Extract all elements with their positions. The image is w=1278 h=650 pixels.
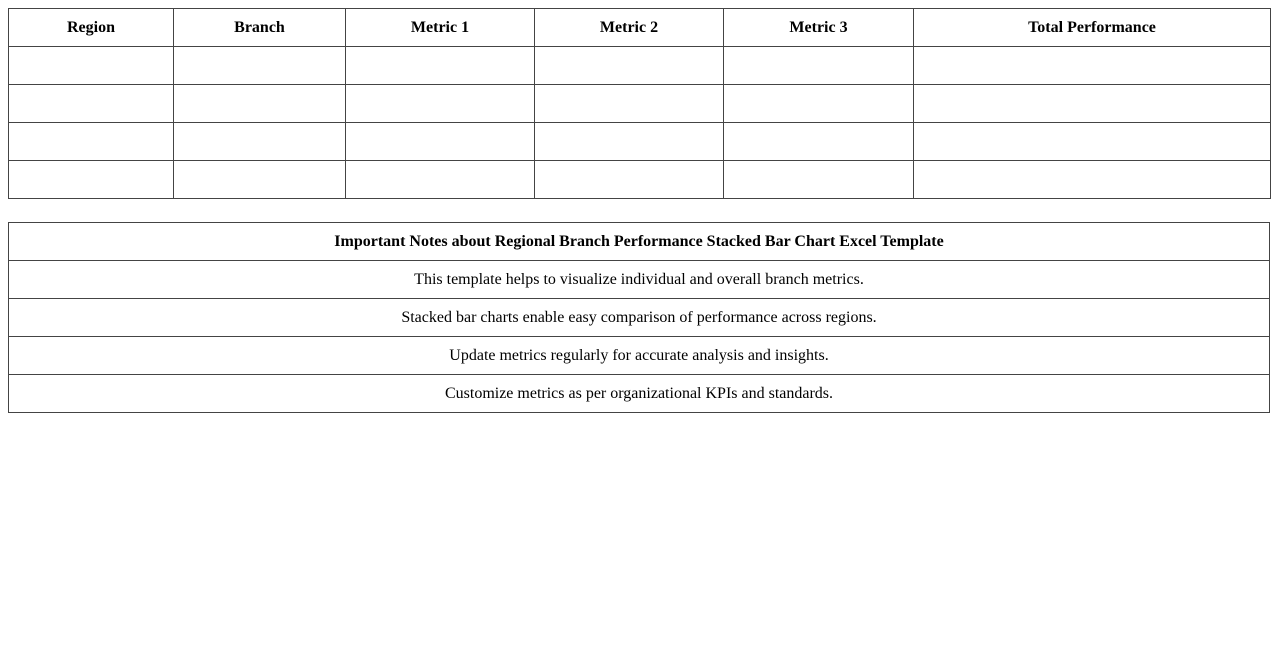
header-branch: Branch: [174, 9, 346, 47]
note-row: [9, 299, 1270, 337]
note-row: [9, 261, 1270, 299]
table-cell[interactable]: [914, 85, 1271, 123]
table-header-row: [9, 9, 1271, 47]
table-cell[interactable]: [914, 47, 1271, 85]
table-cell[interactable]: [724, 123, 914, 161]
table-cell[interactable]: [346, 161, 535, 199]
table-cell[interactable]: [724, 47, 914, 85]
table-cell[interactable]: [346, 47, 535, 85]
table-row: [9, 85, 1271, 123]
table-cell[interactable]: [9, 85, 174, 123]
table-cell[interactable]: [9, 47, 174, 85]
table-cell[interactable]: [535, 161, 724, 199]
table-cell[interactable]: [9, 161, 174, 199]
note-text: Stacked bar charts enable easy comparison of performance across regions.: [9, 299, 1270, 337]
table-cell[interactable]: [535, 123, 724, 161]
table-cell[interactable]: [914, 123, 1271, 161]
note-text: Update metrics regularly for accurate analysis and insights.: [9, 337, 1270, 375]
table-cell[interactable]: [9, 123, 174, 161]
table-cell[interactable]: [914, 161, 1271, 199]
table-cell[interactable]: [174, 123, 346, 161]
note-text: This template helps to visualize individual and overall branch metrics.: [9, 261, 1270, 299]
header-metric-2: Metric 2: [535, 9, 724, 47]
header-region: Region: [9, 9, 174, 47]
header-total-performance: Total Performance: [914, 9, 1271, 47]
note-row: [9, 375, 1270, 413]
table-cell[interactable]: [174, 47, 346, 85]
table-cell[interactable]: [535, 85, 724, 123]
header-metric-3: Metric 3: [724, 9, 914, 47]
table-cell[interactable]: [174, 161, 346, 199]
table-cell[interactable]: [174, 85, 346, 123]
table-cell[interactable]: [346, 85, 535, 123]
table-row: [9, 47, 1271, 85]
notes-table: [8, 222, 1270, 413]
note-row: [9, 337, 1270, 375]
performance-table: [8, 8, 1271, 199]
table-cell[interactable]: [346, 123, 535, 161]
table-row: [9, 161, 1271, 199]
note-text: Customize metrics as per organizational KPIs and standards.: [9, 375, 1270, 413]
header-metric-1: Metric 1: [346, 9, 535, 47]
table-cell[interactable]: [724, 85, 914, 123]
table-cell[interactable]: [535, 47, 724, 85]
table-cell[interactable]: [724, 161, 914, 199]
notes-title-row: [9, 223, 1270, 261]
table-row: [9, 123, 1271, 161]
notes-title: Important Notes about Regional Branch Performance Stacked Bar Chart Excel Template: [9, 223, 1270, 261]
